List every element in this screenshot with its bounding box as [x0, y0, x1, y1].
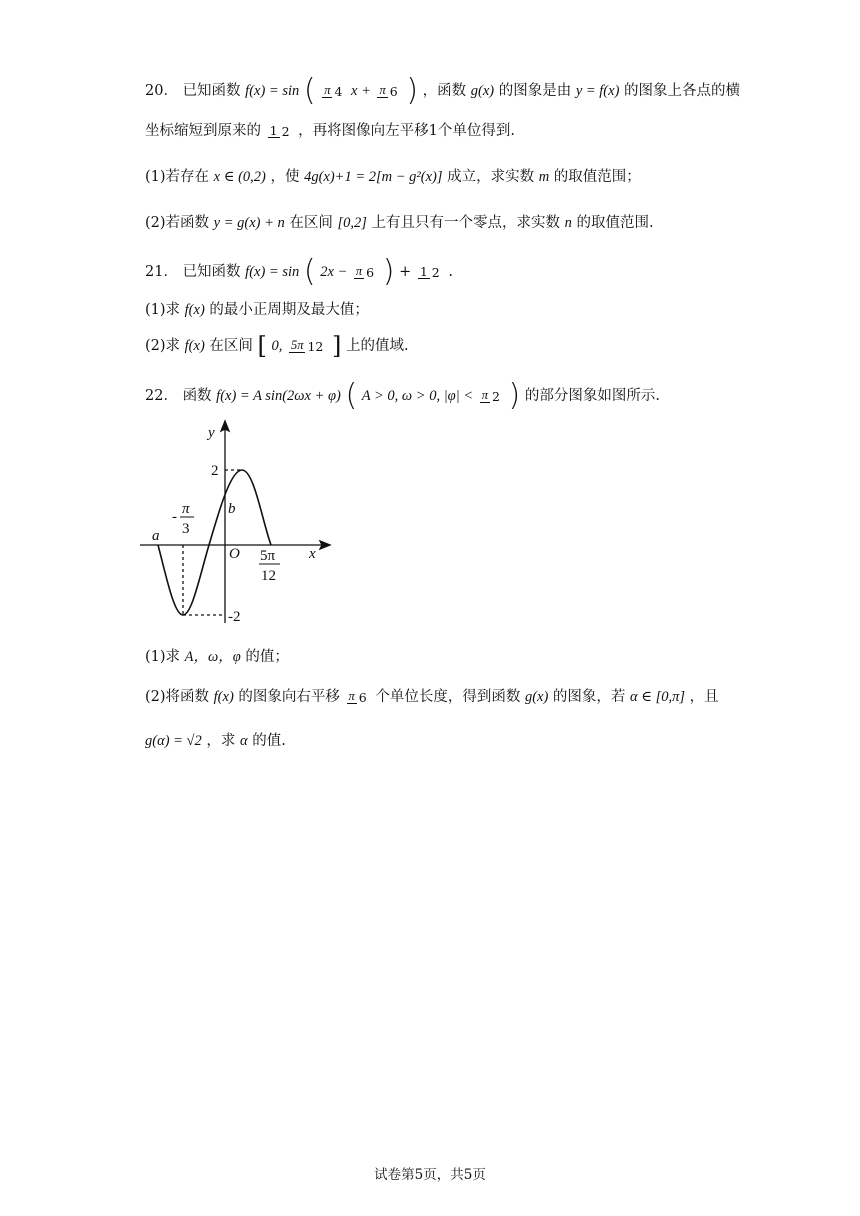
label-five-pi-den: 12	[261, 568, 276, 584]
math: x ∈ (0,2)	[213, 169, 266, 185]
math: +	[399, 264, 412, 280]
math: f(x) = sin	[245, 264, 300, 280]
page-footer: 试卷第5页，共5页	[374, 1167, 486, 1183]
q22-part2	[145, 686, 719, 708]
text: 的值；	[245, 649, 289, 665]
q21-number: 21．	[145, 264, 178, 280]
paren-open: (	[303, 254, 316, 289]
fraction	[268, 124, 292, 139]
text: 的图象上各点的横	[624, 83, 741, 99]
frac-num: π	[348, 689, 355, 704]
math: [0,2]	[337, 215, 367, 231]
math: f(x)	[213, 689, 234, 705]
math: g(x)	[524, 689, 549, 705]
frac-num: π	[481, 388, 488, 403]
frac-num: 1	[419, 264, 428, 280]
frac-num: 5π	[290, 338, 304, 353]
text: 的值.	[252, 733, 286, 749]
math: g(x)	[470, 83, 495, 99]
frac-num: π	[355, 264, 363, 279]
math: f(x) = sin	[245, 83, 300, 99]
q20-part2	[145, 212, 654, 234]
label-x: x	[309, 546, 316, 562]
text: ，且	[689, 689, 719, 705]
math: m	[538, 169, 550, 185]
text: 的部分图象如图所示.	[524, 388, 660, 404]
q21-line1	[145, 254, 453, 289]
label-pi-num: π	[182, 501, 190, 517]
paren-open: (	[345, 378, 358, 413]
math: α	[239, 733, 248, 749]
label-neg-sign: -	[172, 509, 177, 525]
fraction	[377, 84, 399, 99]
text: 的图象，若	[552, 689, 626, 705]
text: ，使	[270, 169, 300, 185]
q20-line1	[145, 73, 741, 108]
label-a: a	[152, 528, 160, 544]
text: 的图象是由	[498, 83, 572, 99]
sine-curve	[158, 470, 271, 615]
text: 上有且只有一个零点，求实数	[371, 215, 561, 231]
text: 已知函数	[182, 264, 241, 280]
fraction	[289, 339, 325, 354]
label-y: y	[208, 425, 215, 441]
math: A > 0, ω > 0, |φ| <	[361, 388, 474, 404]
math: y = g(x) + n	[213, 215, 285, 231]
frac-den: 6	[358, 689, 367, 705]
text: 的最小正周期及最大值；	[209, 302, 369, 318]
frac-den: 2	[431, 264, 440, 280]
q20-line2	[145, 120, 515, 142]
math: f(x) = A sin(2ωx + φ)	[216, 388, 341, 404]
frac-num: 1	[269, 123, 278, 139]
frac-den: 2	[491, 388, 500, 404]
math: A，ω，φ	[184, 649, 241, 665]
math: 0,	[271, 338, 283, 354]
text: 在区间	[289, 215, 333, 231]
text: (2)将函数	[145, 689, 210, 705]
math: 4g(x)+1 = 2[m − g²(x)]	[304, 169, 443, 185]
frac-den: 2	[281, 123, 290, 139]
label-two: 2	[211, 463, 219, 479]
text: 函数	[182, 388, 212, 404]
text: 在区间	[209, 338, 253, 354]
text: ，函数	[422, 83, 467, 99]
text: 的取值范围；	[553, 169, 641, 185]
text: (1)若存在	[145, 169, 210, 185]
x-axis-arrow	[320, 541, 330, 549]
fraction	[354, 265, 376, 280]
frac-den: 4	[334, 83, 343, 99]
fraction	[322, 84, 344, 99]
paren-open: (	[303, 73, 316, 108]
y-axis-arrow	[221, 421, 229, 431]
q22-line1	[145, 378, 660, 413]
fraction	[418, 265, 442, 280]
text: (1)求	[145, 649, 181, 665]
bracket-open: [	[257, 332, 267, 360]
text: (2)求	[145, 338, 181, 354]
paren-close: )	[382, 254, 395, 289]
text: (1)求	[145, 302, 181, 318]
math: f(x)	[184, 338, 205, 354]
q20-part1	[145, 166, 641, 188]
label-five-pi-num: 5π	[260, 548, 276, 564]
sine-graph	[140, 415, 340, 630]
q22-number: 22．	[145, 388, 178, 404]
math: 2x −	[320, 264, 348, 280]
fraction	[480, 389, 502, 404]
text: 的取值范围.	[576, 215, 654, 231]
math: x +	[351, 83, 371, 99]
q22-part1	[145, 646, 289, 668]
math: n	[564, 215, 572, 231]
math: f(x)	[184, 302, 205, 318]
fraction	[347, 690, 369, 705]
paren-close: )	[406, 73, 419, 108]
q21-part2	[145, 332, 409, 360]
text: ，求	[206, 733, 236, 749]
math: α ∈ [0,π]	[630, 689, 686, 705]
frac-den: 12	[307, 338, 324, 354]
label-pi-den: 3	[182, 521, 190, 537]
math: y = f(x)	[575, 83, 620, 99]
paren-close: )	[508, 378, 521, 413]
frac-den: 6	[366, 264, 375, 280]
text: 个单位长度，得到函数	[375, 689, 521, 705]
label-origin: O	[229, 546, 240, 562]
q22-part2-cont	[145, 730, 286, 752]
text: 坐标缩短到原来的	[145, 123, 261, 139]
label-b: b	[228, 501, 236, 517]
text: 的图象向右平移	[238, 689, 340, 705]
q21-part1	[145, 299, 369, 321]
text: (2)若函数	[145, 215, 210, 231]
frac-den: 6	[389, 83, 398, 99]
text: 上的值域.	[345, 338, 409, 354]
label-neg-two: -2	[228, 609, 241, 625]
math: g(α) = √2	[145, 733, 202, 749]
frac-num: π	[324, 83, 331, 98]
text: 已知函数	[182, 83, 241, 99]
q20-number: 20．	[145, 83, 178, 99]
text: .	[448, 264, 453, 280]
text: 成立，求实数	[447, 169, 535, 185]
frac-num: π	[379, 83, 386, 98]
text: ，再将图像向左平移1个单位得到.	[298, 123, 515, 139]
bracket-close: ]	[332, 332, 342, 360]
